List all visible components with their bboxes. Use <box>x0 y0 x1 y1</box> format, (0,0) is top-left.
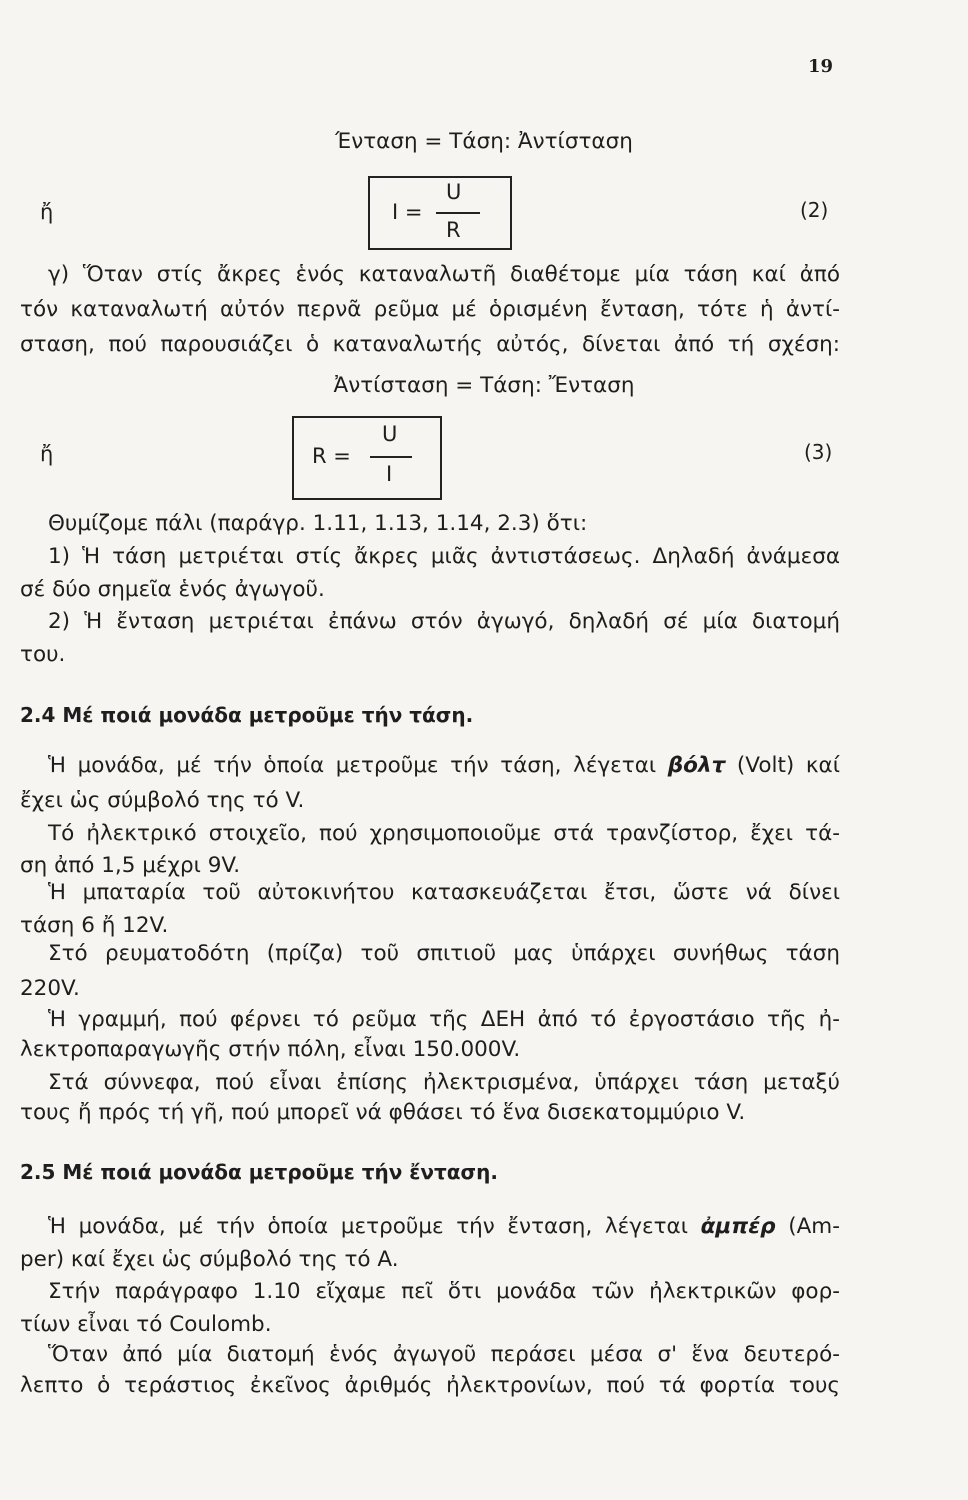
reminder-item-2-line-2: του. <box>20 642 66 667</box>
section-2-5-p2-line-2: τίων εἶναι τό Coulomb. <box>20 1312 272 1337</box>
section-2-4-p2-line-2: ση ἀπό 1,5 μέχρι 9V. <box>20 853 241 878</box>
formula-2-fraction-bar <box>436 212 480 214</box>
formula-3-lhs: R = <box>312 444 351 468</box>
section-2-5-p1-line-1: Ἡ μονάδα, μέ τήν ὁποία μετροῦμε τήν ἔνταση, λέγεται ἀμπέρ (Am- <box>48 1214 840 1239</box>
page-number: 19 <box>807 56 833 77</box>
section-2-4-heading: 2.4 Μέ ποιά μονάδα μετροῦμε τήν τάση. <box>20 703 474 727</box>
section-2-5-p3-line-2: λεπτο ὁ τεράστιος ἐκεῖνος ἀριθμός ἠλεκτρονίων, πού τά φορτία τους <box>20 1373 840 1398</box>
formula-3-box <box>292 416 442 500</box>
section-2-5-p3-line-1: Ὅταν ἀπό μία διατομή ἑνός ἀγωγοῦ περάσει μέσα σ' ἕνα δευτερό- <box>48 1342 840 1367</box>
section-2-4-p3-line-2: τάση 6 ἤ 12V. <box>20 913 169 938</box>
formula-3-or-label: ἤ <box>40 442 54 466</box>
para-c-line-2: τόν καταναλωτή αὐτόν περνᾶ ρεῦμα μέ ὁρισμένη ἔνταση, τότε ἡ ἀντί- <box>20 297 840 322</box>
section-2-4-p1-line-2: ἔχει ὡς σύμβολό της τό V. <box>20 788 305 813</box>
formula-2-denominator: R <box>446 218 461 242</box>
section-2-4-p2-line-1: Τό ἠλεκτρικό στοιχεῖο, πού χρησιμοποιοῦμε στά τρανζίστορ, ἔχει τά- <box>48 821 840 846</box>
formula-2-title: Ένταση = Τάση: Ἀντίσταση <box>335 129 633 154</box>
para-c-line-3: σταση, πού παρουσιάζει ὁ καταναλωτής αὐτός, δίνεται ἀπό τή σχέση: <box>20 332 840 357</box>
volt-term: βόλτ <box>667 753 726 778</box>
reminder-item-2-line-1: 2) Ἡ ἔνταση μετριέται ἐπάνω στόν ἀγωγό, δηλαδή σέ μία διατομή <box>48 609 840 634</box>
section-2-5-heading: 2.5 Μέ ποιά μονάδα μετροῦμε τήν ἔνταση. <box>20 1160 498 1184</box>
section-2-4-p3-line-1: Ἡ μπαταρία τοῦ αὐτοκινήτου κατασκευάζεται ἔτσι, ὥστε νά δίνει <box>48 880 840 905</box>
formula-3-title: Ἀντίσταση = Τάση: Ἔνταση <box>333 373 635 398</box>
formula-3-number: (3) <box>804 440 833 464</box>
section-2-4-p4-line-2: 220V. <box>20 976 80 1001</box>
formula-2-lhs: I = <box>392 200 423 224</box>
formula-3-fraction-bar <box>370 456 412 458</box>
para-c-line-1: γ) Ὅταν στίς ἄκρες ἑνός καταναλωτῆ διαθέτομε μία τάση καί ἀπό <box>48 262 840 287</box>
section-2-4-p5-line-1: Ἡ γραμμή, πού φέρνει τό ρεῦμα τῆς ΔΕΗ ἀπό τό ἐργοστάσιο τῆς ἠ- <box>48 1007 840 1032</box>
section-2-4-p6-line-2: τους ἤ πρός τή γῆ, πού μπορεῖ νά φθάσει τό ἕνα δισεκατομμύριο V. <box>20 1100 746 1125</box>
section-2-4-p1-line-1: Ἡ μονάδα, μέ τήν ὁποία μετροῦμε τήν τάση, λέγεται βόλτ (Volt) καί <box>48 753 840 778</box>
ampere-term: ἀμπέρ <box>700 1214 776 1239</box>
reminder-item-1-line-2: σέ δύο σημεῖα ἑνός ἀγωγοῦ. <box>20 577 325 602</box>
section-2-5-p1-line-2: per) καί ἔχει ὡς σύμβολό της τό A. <box>20 1247 399 1272</box>
formula-3-numerator: U <box>382 422 398 446</box>
section-2-5-p2-line-1: Στήν παράγραφο 1.10 εἴχαμε πεῖ ὅτι μονάδα τῶν ἠλεκτρικῶν φορ- <box>48 1279 840 1304</box>
formula-2-number: (2) <box>800 198 829 222</box>
formula-2-box <box>368 176 512 250</box>
section-2-4-p5-line-2: λεκτροπαραγωγῆς στήν πόλη, εἶναι 150.000V. <box>20 1037 521 1062</box>
reminder-intro: Θυμίζομε πάλι (παράγρ. 1.11, 1.13, 1.14, 2.3) ὅτι: <box>48 511 588 536</box>
section-2-4-p6-line-1: Στά σύννεφα, πού εἶναι ἐπίσης ἠλεκτρισμένα, ὑπάρχει τάση μεταξύ <box>48 1070 840 1095</box>
formula-2-or-label: ἤ <box>40 200 54 224</box>
formula-2-numerator: U <box>446 180 462 204</box>
section-2-4-p4-line-1: Στό ρευματοδότη (πρίζα) τοῦ σπιτιοῦ μας ὑπάρχει συνήθως τάση <box>48 941 840 966</box>
formula-3-denominator: I <box>386 462 393 486</box>
reminder-item-1-line-1: 1) Ἡ τάση μετριέται στίς ἄκρες μιᾶς ἀντιστάσεως. Δηλαδή ἀνάμεσα <box>48 544 840 569</box>
